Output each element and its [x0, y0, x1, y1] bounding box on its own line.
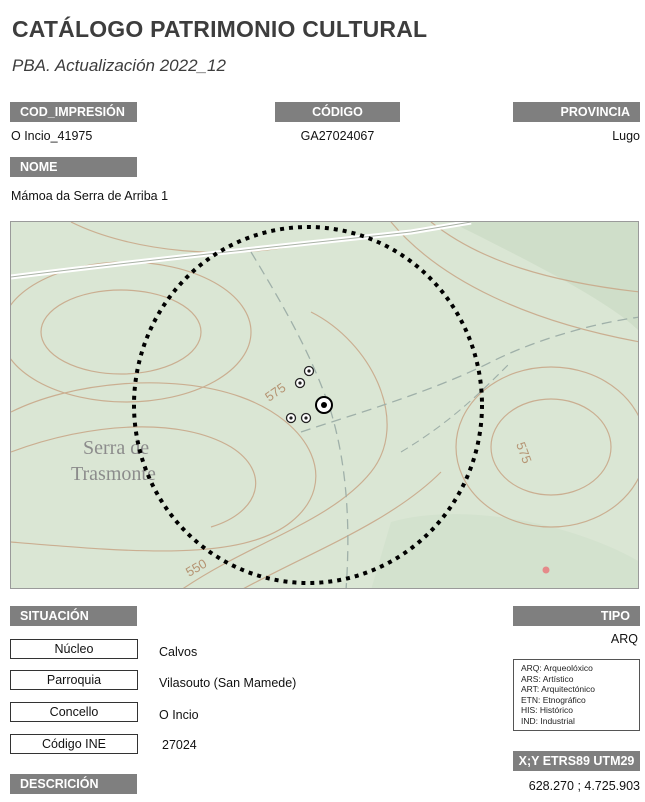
nome-header: NOME — [10, 157, 137, 177]
tipo-legend — [513, 659, 640, 731]
concello-value: O Incio — [159, 708, 199, 722]
cod-impresion-header: COD_IMPRESIÓN — [10, 102, 137, 122]
legend-item: ARQ: Arqueolóxico — [521, 663, 593, 673]
contour-label: 550 — [183, 555, 210, 580]
provincia-header: PROVINCIA — [513, 102, 640, 122]
nome-value: Mámoa da Serra de Arriba 1 — [11, 189, 169, 203]
codigo-value: GA27024067 — [300, 129, 375, 143]
place-label: Serra de — [83, 437, 150, 459]
tipo-value: ARQ — [610, 632, 638, 646]
nucleo-label: Núcleo — [10, 639, 138, 659]
legend-item: ARS: Artístico — [521, 673, 574, 684]
codigo-header: CÓDIGO — [275, 102, 400, 122]
codigo-ine-label: Código INE — [10, 734, 138, 754]
topographic-map — [11, 222, 639, 589]
page-title: CATÁLOGO PATRIMONIO CULTURAL — [12, 16, 428, 42]
contour-label: 575 — [262, 379, 289, 405]
nucleo-value: Calvos — [159, 645, 198, 659]
coords-header: X;Y ETRS89 UTM29 — [513, 751, 640, 771]
descripcion-header: DESCRICIÓN — [10, 774, 137, 794]
main-site-marker — [316, 397, 332, 413]
parroquia-value: Vilasouto (San Mamede) — [159, 676, 297, 690]
concello-label: Concello — [10, 702, 138, 722]
legend-item: IND: Industrial — [521, 715, 575, 726]
site-marker — [302, 414, 311, 423]
site-marker — [287, 414, 296, 423]
place-label: Trasmonte — [71, 463, 156, 485]
parroquia-label: Parroquia — [10, 670, 138, 690]
contour-label: 575 — [513, 439, 535, 466]
coords-value: 628.270 ; 4.725.903 — [528, 779, 640, 793]
site-marker — [296, 379, 305, 388]
page-subtitle: PBA. Actualización 2022_12 — [12, 56, 226, 75]
legend-item: ART: Arquitectónico — [521, 684, 596, 695]
location-map — [10, 221, 639, 589]
cod-impresion-value: O Incio_41975 — [11, 129, 93, 143]
red-point-marker — [543, 567, 550, 574]
codigo-ine-value: 27024 — [162, 738, 197, 752]
legend-item: ETN: Etnográfico — [521, 694, 586, 705]
site-marker — [305, 367, 314, 376]
provincia-value: Lugo — [612, 129, 640, 143]
situacion-header: SITUACIÓN — [10, 606, 137, 626]
legend-item: HIS: Histórico — [521, 705, 573, 716]
tipo-header: TIPO — [513, 606, 640, 626]
